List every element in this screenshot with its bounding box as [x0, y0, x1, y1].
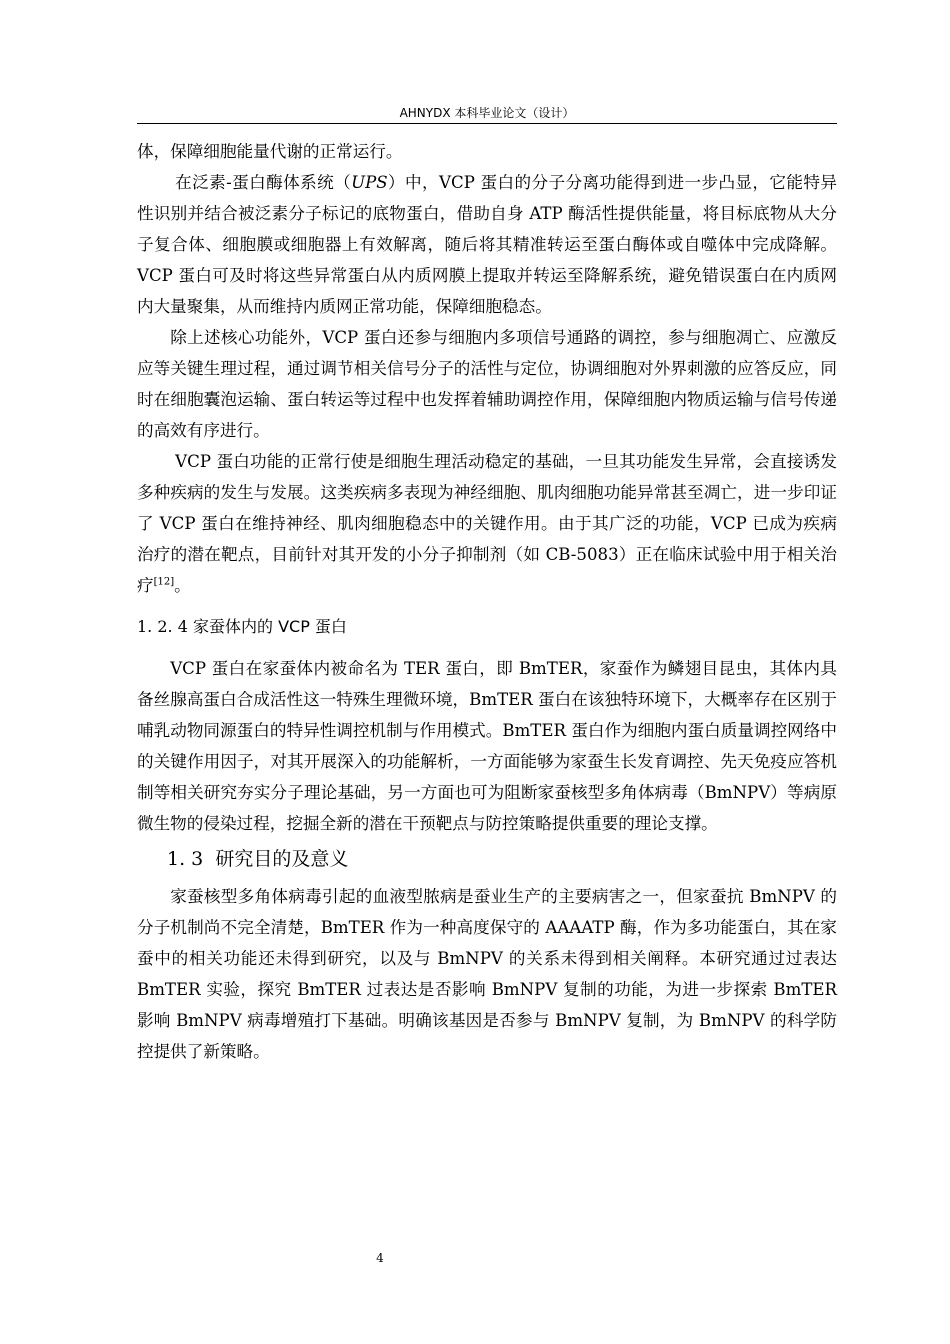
ups-abbreviation: UPS	[351, 173, 388, 192]
section-number: 1. 3	[167, 848, 204, 870]
paragraph-disease	[137, 446, 837, 601]
paragraph-ups	[137, 167, 837, 322]
paragraph-continued: 体，保障细胞能量代谢的正常运行。	[137, 142, 403, 161]
section-heading-1-2-4	[137, 614, 837, 640]
paragraph-disease-text: VCP 蛋白功能的正常行使是细胞生理活动稳定的基础，一旦其功能发生异常，会直接诱发多种疾病的发生与发展。这类疾病多表现为神经细胞、肌肉细胞功能异常甚至凋亡，进一步印证了 VCP 蛋白在维持神经、肌肉细胞稳态中的关键作用。由于其广泛的功能，VCP 已成为疾病治疗的潜在靶点，目前针对其开发的小分子抑制剂（如 CB-5083）正在临床试验中用于相关治疗	[137, 452, 837, 595]
paragraph-ups-pre: 在泛素-蛋白酶体系统（	[175, 173, 352, 192]
section-title: 研究目的及意义	[215, 848, 349, 870]
section-heading-1-3	[167, 841, 837, 877]
running-header: AHNYDX 本科毕业论文（设计）	[399, 106, 575, 120]
paragraph-bmter: VCP 蛋白在家蚕体内被命名为 TER 蛋白，即 BmTER，家蚕作为鳞翅目昆虫，其体内具备丝腺高蛋白合成活性这一特殊生理微环境，BmTER 蛋白在该独特环境下，大概率存在区别于哺乳动物同源蛋白的特异性调控机制与作用模式。BmTER 蛋白作为细胞内蛋白质量调控网络中的关键作用因子，对其开展深入的功能解析，一方面能够为家蚕生长发育调控、先天免疫应答机制等相关研究夯实分子理论基础，另一方面也可为阻断家蚕核型多角体病毒（BmNPV）等病原微生物的侵染过程，挖掘全新的潜在干预靶点与防控策略提供重要的理论支撑。	[137, 659, 837, 833]
page-body	[137, 136, 837, 1067]
paragraph-purpose: 家蚕核型多角体病毒引起的血液型脓病是蚕业生产的主要病害之一，但家蚕抗 BmNPV 的分子机制尚不完全清楚，BmTER 作为一种高度保守的 AAAATP 酶，作为多功能蛋白，其在家蚕中的相关功能还未得到研究，以及与 BmNPV 的关系未得到相关阐释。本研究通过过表达 BmTER 实验，探究 BmTER 过表达是否影响 BmNPV 复制的功能，为进一步探索 BmTER 影响 BmNPV 病毒增殖打下基础。明确该基因是否参与 BmNPV 复制，为 BmNPV 的科学防控提供了新策略。	[137, 887, 837, 1061]
header-rule	[137, 123, 837, 124]
page-number: 4	[376, 1251, 384, 1265]
paragraph-disease-end: 。	[174, 576, 191, 595]
citation-ref: [12]	[153, 576, 175, 588]
section-title: 家蚕体内的 VCP 蛋白	[192, 617, 347, 636]
paragraph-signaling: 除上述核心功能外，VCP 蛋白还参与细胞内多项信号通路的调控，参与细胞凋亡、应激反应等关键生理过程，通过调节相关信号分子的活性与定位，协调细胞对外界刺激的应答反应，同时在细胞囊泡运输、蛋白转运等过程中也发挥着辅助调控作用，保障细胞内物质运输与信号传递的高效有序进行。	[137, 328, 837, 440]
paragraph-ups-post: ）中，VCP 蛋白的分子分离功能得到进一步凸显，它能特异性识别并结合被泛素分子标记的底物蛋白，借助自身 ATP 酶活性提供能量，将目标底物从大分子复合体、细胞膜或细胞器上有效解离，随后将其精准转运至蛋白酶体或自噬体中完成降解。VCP 蛋白可及时将这些异常蛋白从内质网膜上提取并转运至降解系统，避免错误蛋白在内质网内大量聚集，从而维持内质网正常功能，保障细胞稳态。	[137, 173, 837, 316]
section-number: 1. 2. 4	[137, 617, 188, 636]
